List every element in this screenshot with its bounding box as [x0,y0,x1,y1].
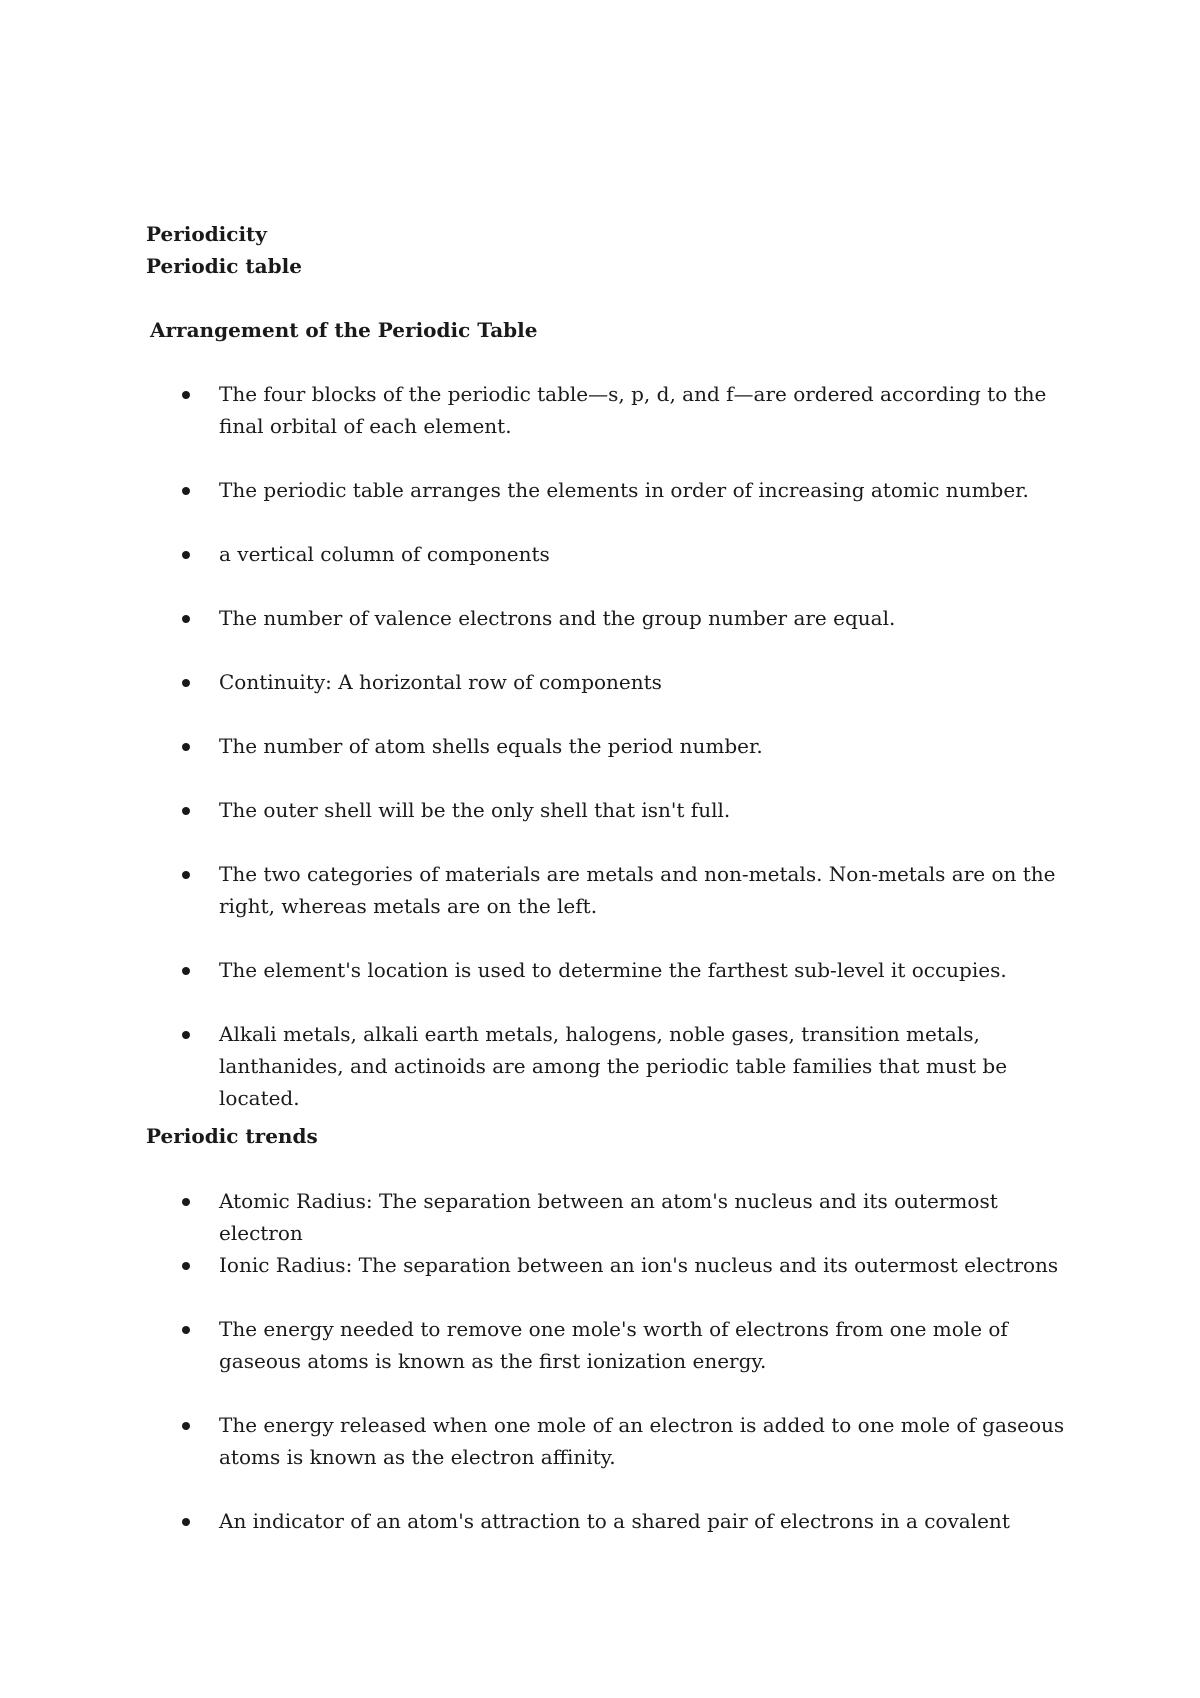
bullet-icon [182,807,190,815]
list-item-text: An indicator of an atom's attraction to a shared pair of electrons in a covalent [219,1509,1010,1533]
bullet-icon [182,1262,190,1270]
bullet-icon [182,615,190,623]
list-item-text: The two categories of materials are metals and non-metals. Non-metals are on the right, whereas metals are on the left. [219,862,1056,918]
bullet-icon [182,871,190,879]
arrangement-heading: Arrangement of the Periodic Table [150,318,538,342]
list-item-text: The energy needed to remove one mole's worth of electrons from one mole of gaseous atoms is known as the first ionization energy. [219,1317,1008,1373]
list-item-text: The element's location is used to determine the farthest sub-level it occupies. [219,958,1007,982]
list-item-text: Continuity: A horizontal row of components [219,670,662,694]
bullet-icon [182,1031,190,1039]
list-item-text: Ionic Radius: The separation between an ion's nucleus and its outermost electrons [219,1253,1059,1277]
document-title: Periodicity [146,222,267,246]
list-item-text: The four blocks of the periodic table—s, p, d, and f—are ordered according to the final orbital of each element. [219,382,1047,438]
bullet-icon [182,391,190,399]
list-item-text: Atomic Radius: The separation between an atom's nucleus and its outermost electron [219,1189,998,1245]
bullet-icon [182,967,190,975]
list-item-text: The periodic table arranges the elements in order of increasing atomic number. [219,478,1029,502]
bullet-icon [182,1422,190,1430]
bullet-icon [182,1518,190,1526]
list-item-text: Alkali metals, alkali earth metals, halogens, noble gases, transition metals, lanthanides, and actinoids are among the periodic table families that must be located. [219,1022,1008,1110]
list-item-text: The number of valence electrons and the group number are equal. [219,606,896,630]
list-item-text: The outer shell will be the only shell that isn't full. [219,798,731,822]
list-item-text: a vertical column of components [219,542,550,566]
bullet-icon [182,487,190,495]
document-subtitle: Periodic table [146,254,302,278]
list-item-text: The number of atom shells equals the period number. [219,734,763,758]
list-item-text: The energy released when one mole of an electron is added to one mole of gaseous atoms is known as the electron affinity. [219,1413,1065,1469]
bullet-icon [182,1198,190,1206]
bullet-icon [182,551,190,559]
bullet-icon [182,679,190,687]
bullet-icon [182,743,190,751]
trends-heading: Periodic trends [146,1124,318,1148]
bullet-icon [182,1326,190,1334]
